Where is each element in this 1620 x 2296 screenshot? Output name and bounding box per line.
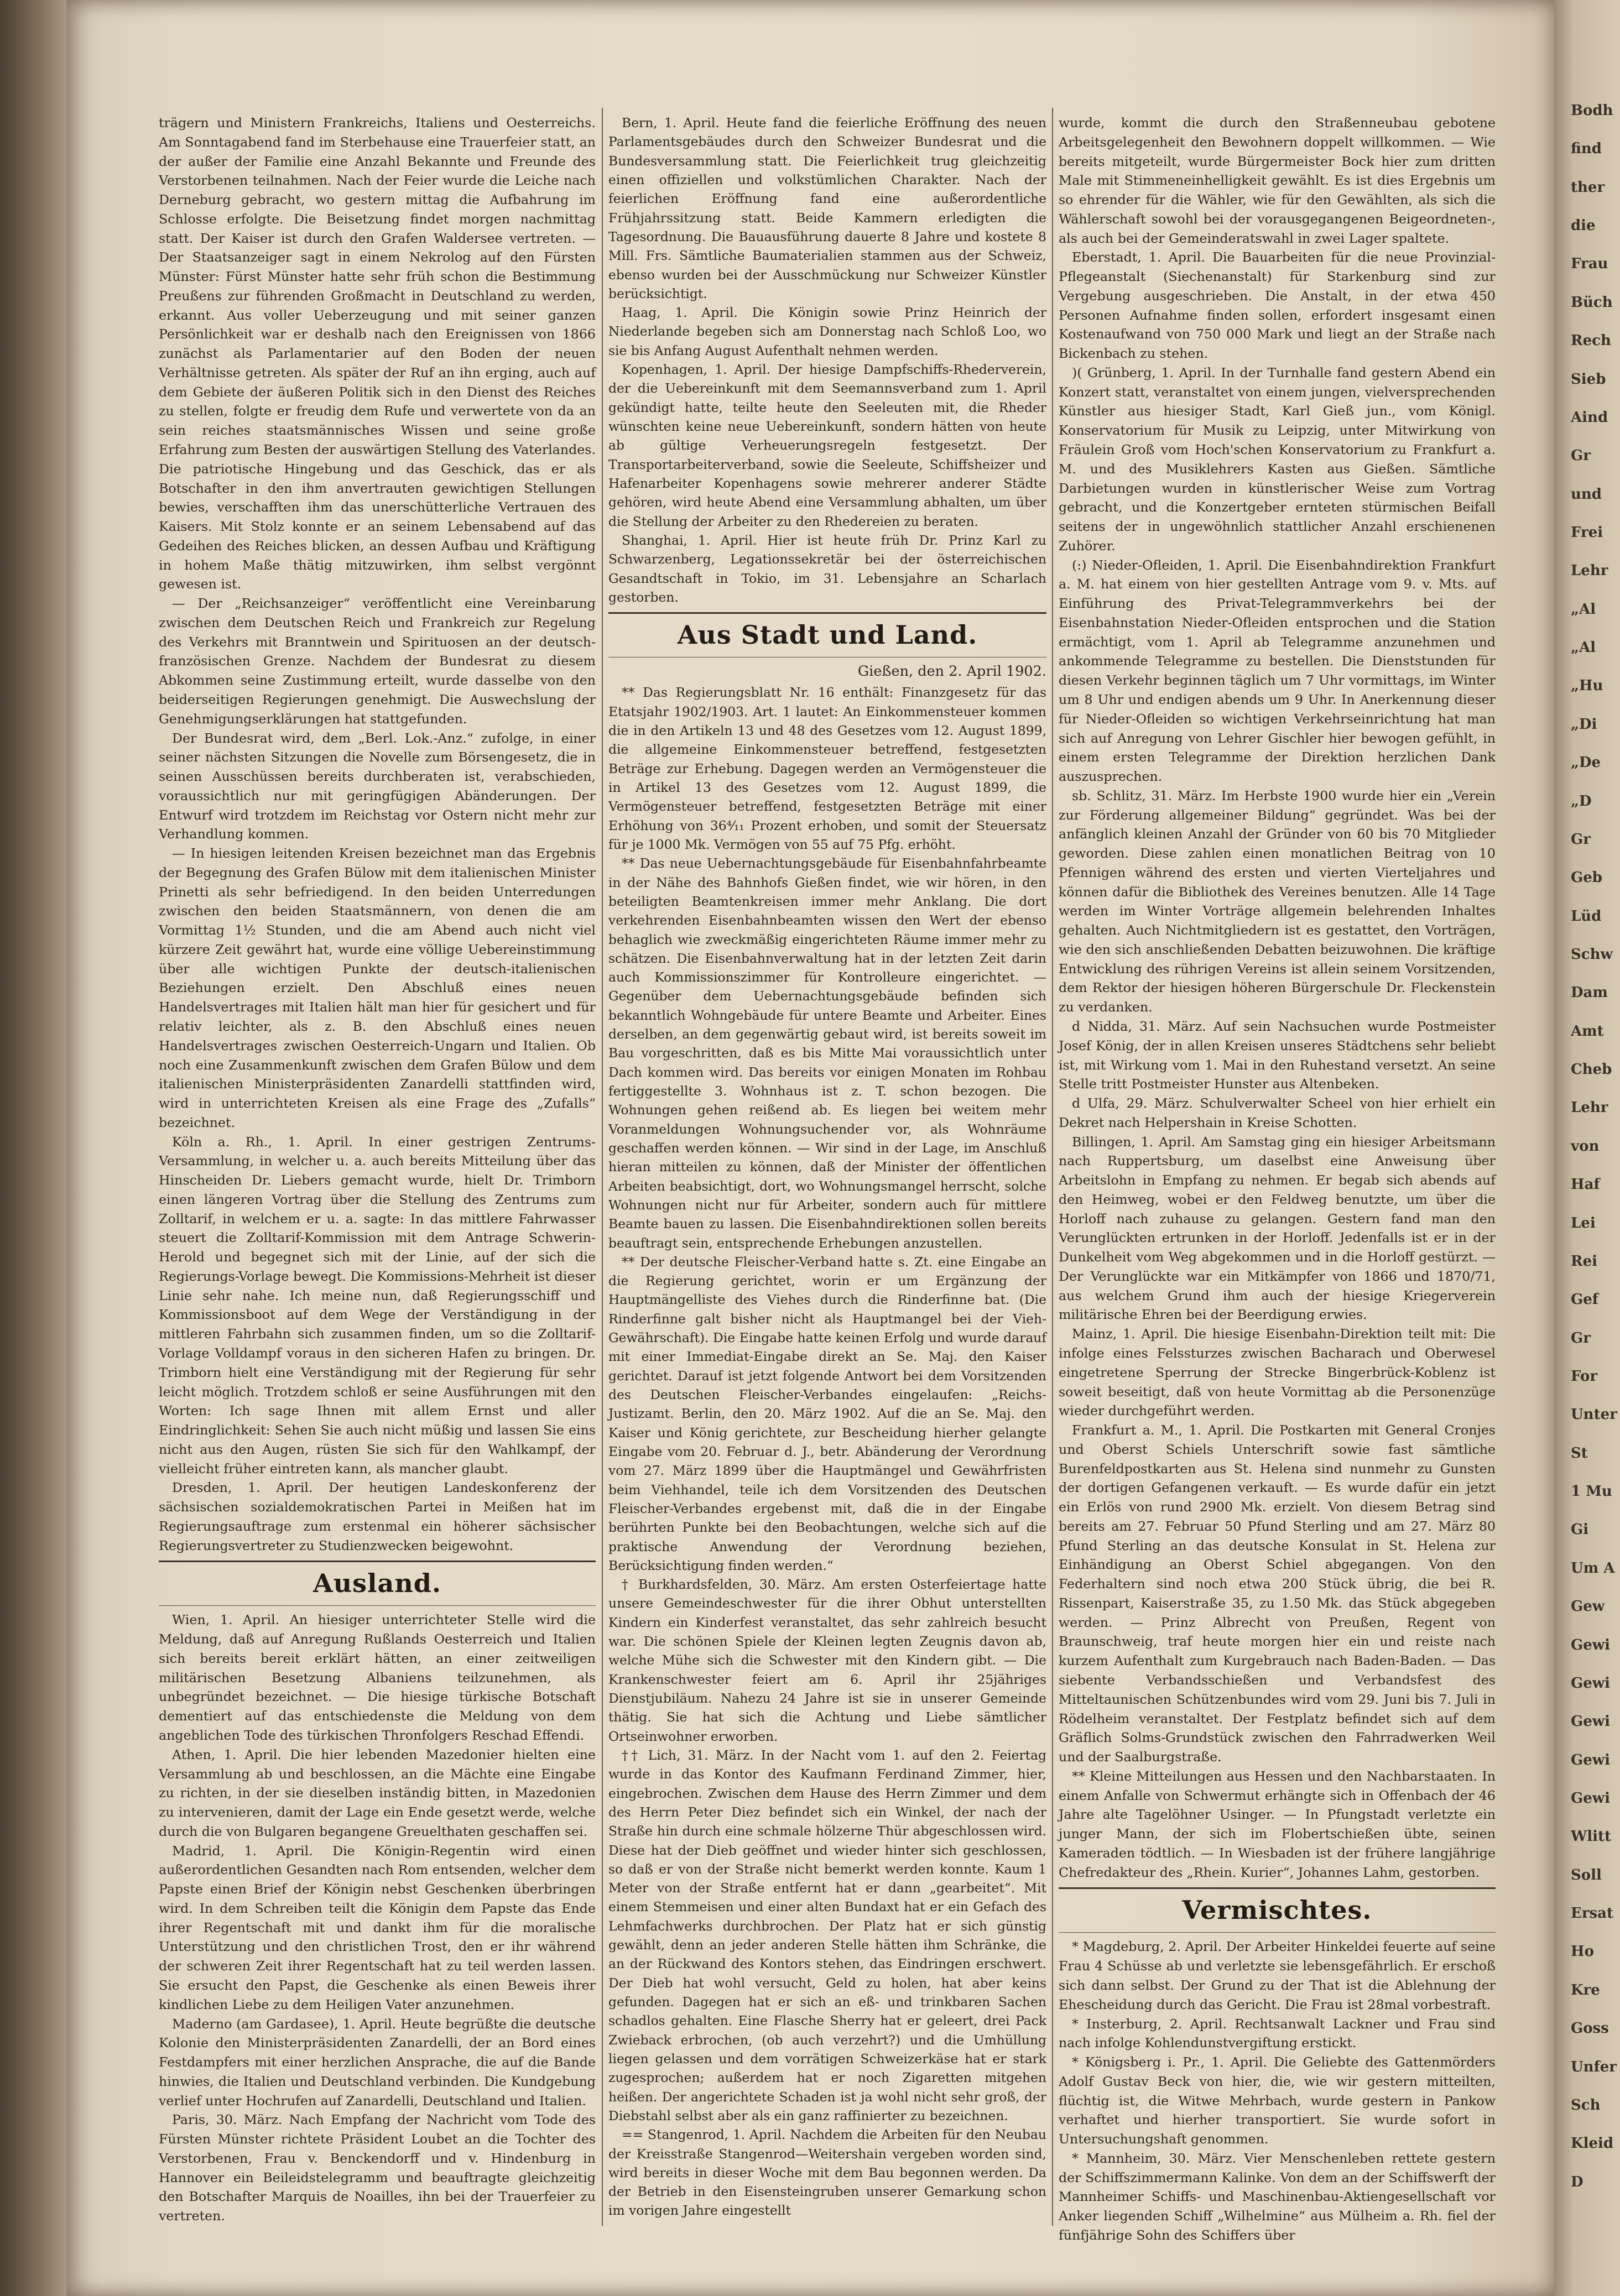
adjacent-page-word: Lehr xyxy=(1571,1099,1608,1116)
adjacent-page-word: Geb xyxy=(1571,869,1602,886)
article-paragraph: Billingen, 1. April. Am Samstag ging ein hiesiger Arbeitsmann nach Ruppertsburg, um daselbst eine Anweisung über Arbeitslohn in Empfang zu nehmen. Er begab sich abends auf den Heimweg, wobei er den Feldweg benutzte, um über die Horloff nach zuhause zu gelangen. Gestern fand man den Verunglückten ertrunken in der Horloff. Jedenfalls ist er in der Dunkelheit vom Weg abgekommen und in die Horloff gestürzt. — Der Verunglückte war ein Mitkämpfer von 1866 und 1870/71, aus welchem Grund ihm auch der hiesige Kriegerverein militärische Ehren bei der Beerdigung erwies. xyxy=(1059,1134,1496,1323)
adjacent-page-word: Frau xyxy=(1571,255,1608,273)
adjacent-page-word: Gewi xyxy=(1571,1674,1611,1692)
adjacent-page-word: Lehr xyxy=(1571,562,1608,580)
adjacent-page-word: „Di xyxy=(1571,716,1597,733)
article-paragraph: Maderno (am Gardasee), 1. April. Heute begrüßte die deutsche Kolonie den Ministerpräsidenten Zanardelli, der an Bord eines Festdampfers mit einer herzlichen Ansprache, die auf die Bande hinwies, die Italien und Deutschland verbinden. Die Kundgebung verlief unter Hochrufen auf Zanardelli, Deutschland und Italien. xyxy=(159,2016,596,2109)
book-binding xyxy=(0,0,66,2296)
adjacent-page-word: Gef xyxy=(1571,1291,1598,1308)
article-paragraph: (:) Nieder-Ofleiden, 1. April. Die Eisenbahndirektion Frankfurt a. M. hat einem von hier gestellten Antrage vom 9. v. Mts. auf Einführung des Privat-Telegrammverkehrs bei der Eisenbahnstation Nieder-Ofleiden entsprochen und die Station ermächtigt, vom 1. April ab Telegramme anzunehmen und ankommende Telegramme zu bestellen. Die Dienststunden für diesen Verkehr beginnen täglich um 7 Uhr vormittags, im Winter um 8 Uhr und endigen abends um 9 Uhr. In Anerkennung dieser für Nieder-Ofleiden so wichtigen Verkehrseinrichtung hat man sich auf Anregung von Lehrer Gischler hier bewogen gefühlt, in einem ersten Telegramme der Direktion herzlichen Dank auszusprechen. xyxy=(1059,557,1496,785)
section-divider xyxy=(1059,1887,1496,1889)
adjacent-page-word: For xyxy=(1571,1368,1598,1385)
adjacent-page-word: von xyxy=(1571,1137,1600,1155)
column-rule xyxy=(602,108,603,2226)
article-paragraph: d Nidda, 31. März. Auf sein Nachsuchen wurde Postmeister Josef König, der in allen Kreisen unseres Städtchens sehr beliebt ist, mit Wirkung vom 1. Mai in den Ruhestand versetzt. An seine Stelle tritt Postmeister Hunster aus Altenbeken. xyxy=(1059,1018,1496,1092)
adjacent-page-word: Gewi xyxy=(1571,1790,1611,1807)
section-heading-stadt-und-land: Aus Stadt und Land. xyxy=(677,620,978,650)
adjacent-page-word: Ho xyxy=(1571,1943,1594,1960)
adjacent-page-word: Um A xyxy=(1571,1559,1615,1577)
adjacent-page-word: Gr xyxy=(1571,447,1591,465)
adjacent-page-word: Sch xyxy=(1571,2096,1601,2114)
article-paragraph: Eberstadt, 1. April. Die Bauarbeiten für die neue Provinzial-Pflegeanstalt (Siechenanstalt) für Starkenburg sind zur Vergebung ausgeschrieben. Die Anstalt, in der etwa 450 Personen Aufnahme finden sollen, erfordert insgesamt einen Kostenaufwand von 750 000 Mark und liegt an der Straße nach Bickenbach zu stehen. xyxy=(1059,249,1496,362)
adjacent-page-word: und xyxy=(1571,486,1602,503)
adjacent-page-word: Gi xyxy=(1571,1521,1589,1538)
adjacent-page-word: Gew xyxy=(1571,1598,1605,1615)
article-paragraph: — Der „Reichsanzeiger“ veröffentlicht eine Vereinbarung zwischen dem Deutschen Reich und Frankreich zur Regelung des Verkehrs mit Branntwein und Spirituosen an der deutsch-französischen Grenze. Nachdem der Bundesrat zu diesem Abkommen seine Zustimmung erteilt, wurde dasselbe von den beiderseitigen Regierungen genehmigt. Die Auswechslung der Genehmigungserklärungen hat stattgefunden. xyxy=(159,596,596,727)
article-paragraph: * Insterburg, 2. April. Rechtsanwalt Lackner und Frau sind nach infolge Kohlendunstvergiftung erstickt. xyxy=(1059,2016,1496,2051)
section-divider xyxy=(608,657,1046,658)
article-paragraph: * Königsberg i. Pr., 1. April. Die Geliebte des Gattenmörders Adolf Gustav Beck von hier, die, wie wir gestern mitteilten, flüchtig ist, die Witwe Mehrbach, wurde gestern in Pankow verhaftet und hierher transportiert. Sie wurde sofort in Untersuchungshaft genommen. xyxy=(1059,2054,1496,2147)
adjacent-page-word: „Al xyxy=(1571,639,1596,656)
adjacent-page-word: Cheb xyxy=(1571,1061,1612,1078)
article-paragraph: sb. Schlitz, 31. März. Im Herbste 1900 wurde hier ein „Verein zur Förderung allgemeiner Bildung“ gegründet. Was bei der anfänglich kleinen Anzahl der Gründer von 60 bis 70 Mitglieder geworden. Diese zahlen einen monatlichen Beitrag von 10 Pfennigen während des ersten und vierten Vierteljahres und können dafür die Bibliothek des Vereines benutzen. Alle 14 Tage werden im Winter Vorträge allgemein belehrenden Inhaltes gehalten. Auch Nichtmitgliedern ist es gestattet, den Vorträgen, wie den sich anschließenden Debatten beizuwohnen. Die kräftige Entwicklung des rührigen Vereins ist allein seinem Vorsitzenden, dem Rektor der hiesigen höheren Bürgerschule Dr. Fleckenstein zu verdanken. xyxy=(1059,787,1496,1015)
adjacent-page-word: die xyxy=(1571,217,1596,234)
adjacent-page-word: Schw xyxy=(1571,946,1613,963)
adjacent-page-word: Gewi xyxy=(1571,1713,1611,1730)
column-rule xyxy=(1052,108,1053,2226)
article-paragraph: ** Das Regierungsblatt Nr. 16 enthält: Finanzgesetz für das Etatsjahr 1902/1903. Art. 1 lautet: An Einkommensteuer kommen die in den Artikeln 13 und 48 des Gesetzes vom 12. August 1899, die allgemeine Einkommensteuer betreffend, festgesetzten Beträge zur Erhebung. Dagegen werden an Vermögensteuer die in Artikel 13 des Gesetzes vom 12. August 1899, die Vermögensteuer betreffend, festgesetzten Beträge mit einer Erhöhung von 36⁴⁄₁₁ Prozent erhoben, und somit der Steuersatz für je 1000 Mk. Vermögen von 55 auf 75 Pfg. erhöht. xyxy=(608,685,1046,852)
adjacent-page-word: Lei xyxy=(1571,1214,1596,1232)
adjacent-page-word: Unter xyxy=(1571,1406,1617,1423)
article-paragraph: * Magdeburg, 2. April. Der Arbeiter Hinkeldei feuerte auf seine Frau 4 Schüsse ab und verletzte sie lebensgefährlich. Er erschoß sich dann selbst. Der Grund zu der That ist die Ablehnung der Ehescheidung durch das Gericht. Die Frau ist 28mal vorbestraft. xyxy=(1059,1939,1496,2012)
article-paragraph: † Burkhardsfelden, 30. März. Am ersten Osterfeiertage hatte unsere Gemeindeschwester für die ihrer Obhut unterstellten Kindern ein Kinderfest veranstaltet, das sehr zahlreich besucht war. Die schönen Spiele der Kleinen legten Zeugnis davon ab, welche Mühe sich die Schwester mit den Kindern gibt. — Die Krankenschwester feiert am 6. April ihr 25jähriges Dienstjubiläum. Nahezu 24 Jahre ist sie in unserer Gemeinde thätig. Sie hat sich die Achtung und Liebe sämtlicher Ortseinwohner erworben. xyxy=(608,1577,1046,1744)
dateline: Gießen, den 2. April 1902. xyxy=(857,663,1046,680)
article-paragraph: )( Grünberg, 1. April. In der Turnhalle fand gestern Abend ein Konzert statt, veranstaltet von einem jungen, vielversprechenden Künstler aus hiesiger Stadt, Karl Gieß jun., vom Königl. Konservatorium für Musik zu Leipzig, unter Mitwirkung von Fräulein Groß vom Hoch'schen Konservatorium zu Frankfurt a. M. und des Musiklehrers Kasten aus Gießen. Sämtliche Darbietungen wurden in künstlerischer Weise zum Vortrag gebracht, und die Konzertgeber ernteten stürmischen Beifall seitens der in ungewöhnlich stattlicher Anzahl erschienenen Zuhörer. xyxy=(1059,364,1496,554)
section-divider xyxy=(1059,1932,1496,1933)
article-paragraph: * Mannheim, 30. März. Vier Menschenleben rettete gestern der Schiffszimmermann Kalinke. Von dem an der Schiffswerft der Mannheimer Schiffs- und Maschinenbau-Aktiengesellschaft vor Anker liegenden Schiff „Wilhelmine“ aus Mülheim a. Rh. fiel der fünfjährige Sohn des Schiffers über xyxy=(1059,2150,1496,2243)
article-paragraph: Dresden, 1. April. Der heutigen Landeskonferenz der sächsischen sozialdemokratischen Partei in Meißen hat im Regierungsauftrage zum erstenmal ein höherer sächsischer Regierungsvertreter zu Studienzwecken beigewohnt. xyxy=(159,1480,596,1553)
adjacent-page-word: Sieb xyxy=(1571,371,1606,388)
article-paragraph: Köln a. Rh., 1. April. In einer gestrigen Zentrums-Versammlung, in welcher u. a. auch bereits Mitteilung über das Hinscheiden Dr. Liebers gemacht wurde, hielt Dr. Trimborn einen längeren Vortrag über die Stellung des Zentrums zum Zolltarif, in welchem er u. a. sagte: In das mittlere Fahrwasser steuert die Zolltarif-Kommission mit dem Antrage Schwerin-Herold und begegnet sich mit der Linie, auf der sich die Regierungs-Vorlage bewegt. Die Kommissions-Mehrheit ist dieser Linie sehr nahe. Ich meine nun, daß Regierungsschiff und Kommissionsboot auf dem Wege der Verständigung in der mittleren Fahrbahn sich zusammen finden, um so die Zolltarif-Vorlage Volldampf voraus in den sicheren Hafen zu bringen. Dr. Trimborn hielt eine Verständigung mit der Regierung für sehr leicht möglich. Trotzdem schloß er seine Ausführungen mit den Worten: Ich sage Ihnen mit allem Ernst und aller Eindringlichkeit: Sehen Sie auch nicht müßig und lassen Sie eins nicht aus den Augen, rüsten Sie sich für den Wahlkampf, der vielleicht früher eintreten kann, als mancher glaubt. xyxy=(159,1134,596,1476)
section-heading-vermischtes: Vermischtes. xyxy=(1182,1895,1372,1925)
article-paragraph: Wien, 1. April. An hiesiger unterrichteter Stelle wird die Meldung, daß auf Anregung Rußlands Oesterreich und Italien sich bereits bereit erklärt hätten, an einer zeitweiligen militärischen Besetzung Albaniens teilzunehmen, als unbegründet bezeichnet. — Die hiesige türkische Botschaft dementiert auf das entschiedenste die Meldung von dem angeblichen Tode des türkischen Thronfolgers Reschad Effendi. xyxy=(159,1612,596,1744)
adjacent-page-word: „Hu xyxy=(1571,677,1603,695)
article-paragraph: Madrid, 1. April. Die Königin-Regentin wird einen außerordentlichen Gesandten nach Rom entsenden, welcher dem Papste einen Brief der Königin nebst Geschenken überbringen wird. In dem Schreiben teilt die Königin dem Papste das Ende ihrer Regentschaft mit und dankt ihm für die moralische Unterstützung und den christlichen Trost, den er ihr während der schweren Zeit ihrer Regentschaft hat zu teil werden lassen. Sie ersucht den Papst, die Geschenke als einen Beweis ihrer kindlichen Liebe zu dem Heiligen Vater anzunehmen. xyxy=(159,1843,596,2012)
article-paragraph: Athen, 1. April. Die hier lebenden Mazedonier hielten eine Versammlung ab und beschlossen, an die Mächte eine Eingabe zu richten, in der sie dieselben inständig bitten, in Mazedonien zu intervenieren, damit der Lage ein Ende gesetzt werde, welche durch die von Bulgaren begangene Greuelthaten geschaffen sei. xyxy=(159,1746,596,1839)
section-divider xyxy=(159,1561,596,1562)
article-paragraph: Mainz, 1. April. Die hiesige Eisenbahn-Direktion teilt mit: Die infolge eines Felssturzes zwischen Bacharach und Oberwesel eingetretene Sperrung der Strecke Bingerbrück-Koblenz ist soweit beseitigt, daß von heute Vormittag ab die Personenzüge wieder durchgeführt werden. xyxy=(1059,1326,1496,1419)
adjacent-page-word: 1 Mu xyxy=(1571,1483,1612,1500)
article-paragraph: Frankfurt a. M., 1. April. Die Postkarten mit General Cronjes und Oberst Schiels Unterschrift sowie fast sämtliche Burenfeldpostkarten aus St. Helena sind nunmehr zu Gunsten der dortigen Gefangenen verkauft. — Es wurde dafür ein jetzt ein Erlös von rund 2900 Mk. erzielt. Von diesem Betrag sind bereits am 27. Februar 50 Pfund Sterling und am 27. März 80 Pfund Sterling an das deutsche Konsulat in St. Helena zur Einhändigung an Oberst Schiel abgegangen. Von den Federhaltern sind noch etwa 200 Stück übrig, die bei R. Rissenpart, Kaiserstraße 35, zu 1.50 Mk. das Stück abgegeben werden. — Prinz Albrecht von Preußen, Regent von Braunschweig, traf heute morgen hier ein und reiste nach kurzem Aufenthalt zum Kurgebrauch nach Baden-Baden. — Das siebente Verbandsschießen und Verbandsfest des Mitteltaunischen Schützenbundes wird vom 29. Juni bis 7. Juli in Rödelheim veranstaltet. Der Festplatz befindet sich auf dem Gräflich Solms-Grundstück zwischen den Fahrradwerken Weil und der Saalburgstraße. xyxy=(1059,1422,1496,1765)
article-paragraph: ** Das neue Uebernachtungsgebäude für Eisenbahnfahrbeamte in der Nähe des Bahnhofs Gießen findet, wie wir hören, in den beteiligten Beamtenkreisen immer mehr Anklang. Die dort verkehrenden Eisenbahnbeamten wissen den Wert der ebenso behaglich wie zweckmäßig eingerichteten Räume immer mehr zu schätzen. Die Eisenbahnverwaltung hat in der letzten Zeit darin auch Kommissionszimmer für Kontrolleure eingerichtet. — Gegenüber dem Uebernachtungsgebäude befinden sich bekanntlich Wohngebäude für untere Beamte und Arbeiter. Eines derselben, an dem gegenwärtig gebaut wird, ist bereits soweit im Bau vorgeschritten, daß es bis Mitte Mai voraussichtlich unter Dach kommen wird. Das bereits vor einigen Monaten im Rohbau fertiggestellte 3. Wohnhaus ist z. T. schon bezogen. Die Wohnungen gehen reißend ab. Es liegen bei weitem mehr Voranmeldungen Wohnungsuchender vor, als Wohnräume geschaffen werden können. — Wir sind in der Lage, im Anschluß hieran mitteilen zu können, daß der Minister der öffentlichen Arbeiten beabsichtigt, dort, wo Wohnungsmangel herrscht, solche Wohnungen nicht nur für Arbeiter, sondern auch für mittlere Beamte bauen zu lassen. Die Eisenbahndirektionen sollen bereits beauftragt sein, entsprechende Erhebungen anzustellen. xyxy=(608,855,1046,1251)
adjacent-page-word: Wlitt xyxy=(1571,1828,1611,1845)
article-paragraph: Kopenhagen, 1. April. Der hiesige Dampfschiffs-Rhederverein, der die Uebereinkunft mit dem Seemannsverband zum 1. April gekündigt hatte, teilte heute den Seeleuten mit, die Rheder wünschten keine neue Uebereinkunft, sondern hätten von heute ab gültige Verheuerungsregeln festgesetzt. Der Transportarbeiterverband, sowie die Seeleute, Schiffsheizer und Hafenarbeiter Kopenhagens sowie mehrerer anderer Städte gehören, wird heute Abend eine Versammlung abhalten, um über die Stellung der Arbeiter zu den Rhedereien zu beraten. xyxy=(608,362,1046,529)
article-paragraph: †† Lich, 31. März. In der Nacht vom 1. auf den 2. Feiertag wurde in das Kontor des Kaufmann Ferdinand Zimmer, hier, eingebrochen. Zwischen dem Hause des Herrn Zimmer und dem des Herrn Peter Diez befindet sich ein Winkel, der nach der Straße hin durch eine schmale hölzerne Thür abgeschlossen wird. Diese hat der Dieb geöffnet und wieder hinter sich geschlossen, so daß er von der Straße nicht bemerkt werden konnte. Kaum 1 Meter von der Straße entfernt hat er dann „gearbeitet“. Mit einem Stemmeisen und einer alten Bundaxt hat er ein Gefach des Lehmfachwerks durchbrochen. Der Platz hat er sich günstig gewählt, denn an jeder anderen Stelle hätten ihm Schränke, die an der Rückwand des Kontors stehen, das Eindringen erschwert. Der Dieb hat wohl versucht, Geld zu holen, hat aber keins gefunden. Dagegen hat er sich an eß- und trinkbaren Sachen schadlos gehalten. Eine Flasche Sherry hat er geleert, drei Pack Zwieback erbrochen, (ob auch verzehrt?) und die Umhüllung liegen gelassen und dem vorrätigen Schweizerkäse hat er stark zugesprochen; außerdem hat er noch Zigaretten mitgehen heißen. Der angerichtete Schaden ist ja wohl nicht sehr groß, der Diebstahl selbst aber als ein ganz raffinierter zu bezeichnen. xyxy=(608,1747,1046,2123)
adjacent-page-word: Gr xyxy=(1571,831,1591,848)
adjacent-page-word: St xyxy=(1571,1444,1588,1462)
adjacent-page-word: „De xyxy=(1571,754,1601,771)
article-paragraph: Paris, 30. März. Nach Empfang der Nachricht vom Tode des Fürsten Münster richtete Präsident Loubet an die Tochter des Verstorbenen, Frau v. Benckendorff und v. Hindenburg in Hannover ein Beileidstelegramm und beauftragte gleichzeitig den Botschafter Marquis de Noailles, ihn bei der Trauerfeier zu vertreten. xyxy=(159,2112,596,2224)
column-2 xyxy=(608,113,1046,2220)
column-1 xyxy=(159,113,596,2226)
adjacent-page-word: Goss xyxy=(1571,2020,1609,2037)
adjacent-page-word: Haf xyxy=(1571,1176,1600,1193)
adjacent-page-word: ther xyxy=(1571,179,1605,196)
adjacent-page-word: Kleid xyxy=(1571,2135,1614,2152)
adjacent-page-word: Gewi xyxy=(1571,1751,1611,1768)
adjacent-page-word: „D xyxy=(1571,792,1592,810)
article-paragraph: Shanghai, 1. April. Hier ist heute früh Dr. Prinz Karl zu Schwarzenberg, Legationssekretär bei der österreichischen Gesandtschaft in Tokio, im 31. Lebensjahre an Scharlach gestorben. xyxy=(608,532,1046,605)
adjacent-page-word: Amt xyxy=(1571,1022,1604,1040)
article-paragraph: Haag, 1. April. Die Königin sowie Prinz Heinrich der Niederlande begeben sich am Donnerstag nach Schloß Loo, wo sie bis Anfang August Aufenthalt nehmen werden. xyxy=(608,305,1046,358)
article-paragraph: ** Kleine Mitteilungen aus Hessen und den Nachbarstaaten. In einem Anfalle von Schwermut erhängte sich in Offenbach der 46 Jahre alte Tagelöhner Usinger. — In Pfungstadt verletzte ein junger Mann, der sich im Flobertschießen übte, seinen Kameraden tödtlich. — In Wiesbaden ist der frühere langjährige Chefredakteur des „Rhein. Kurier“, Johannes Lahm, gestorben. xyxy=(1059,1768,1496,1880)
adjacent-page-word: Soll xyxy=(1571,1866,1602,1883)
article-paragraph: d Ulfa, 29. März. Schulverwalter Scheel von hier erhielt ein Dekret nach Helpershain in Kreise Schotten. xyxy=(1059,1095,1496,1130)
adjacent-page-word: find xyxy=(1571,140,1602,158)
adjacent-page-word: Rech xyxy=(1571,332,1611,349)
article-paragraph: — In hiesigen leitenden Kreisen bezeichnet man das Ergebnis der Begegnung des Grafen Bülow mit dem italienischen Minister Prinetti als sehr befriedigend. In den beiden Unterredungen zwischen den beiden Staatsmännern, von denen die am Vormittag 1½ Stunden, und die am Abend auch nicht viel kürzere Zeit gewährt hat, wurde eine völlige Uebereinstimmung über alle wichtigen Punkte der deutsch-italienischen Beziehungen erzielt. Den Abschluß eines neuen Handelsvertrages mit Italien hält man hier für gesichert und für relativ leichter, als z. B. den Abschluß eines neuen Handelsvertrages zwischen Oesterreich-Ungarn und Italien. Ob noch eine Zusammenkunft zwischen dem Grafen Bülow und dem italienischen Ministerpräsidenten Zanardelli stattfinden wird, wird in unterrichteten Kreisen als eine Frage des „Zufalls“ bezeichnet. xyxy=(159,846,596,1130)
adjacent-page-word: Bodh xyxy=(1571,102,1613,119)
adjacent-page-word: Dam xyxy=(1571,984,1608,1001)
article-paragraph: Der Bundesrat wird, dem „Berl. Lok.-Anz.“ zufolge, in einer seiner nächsten Sitzungen die Novelle zum Börsengesetz, die in seinen Ausschüssen bereits durchberaten ist, verabschieden, voraussichtlich nur mit geringfügigen Abänderungen. Der Entwurf wird trotzdem im Reichstag vor Ostern nicht mehr zur Verhandlung kommen. xyxy=(159,730,596,842)
article-paragraph: == Stangenrod, 1. April. Nachdem die Arbeiten für den Neubau der Kreisstraße Stangenrod—Weitershain vergeben worden sind, wird bereits in dieser Woche mit dem Bau begonnen werden. Da der Betrieb in den Eisensteingruben unserer Gemarkung schon im vorigen Jahre eingestellt xyxy=(608,2127,1046,2219)
adjacent-page-word: Ersat xyxy=(1571,1905,1614,1922)
column-3 xyxy=(1059,113,1496,2245)
adjacent-page-word: Unfer xyxy=(1571,2058,1617,2075)
adjacent-page-word: Gewi xyxy=(1571,1636,1611,1653)
adjacent-page-word: Büch xyxy=(1571,294,1613,311)
adjacent-page-word: „Al xyxy=(1571,601,1596,618)
article-paragraph: ** Der deutsche Fleischer-Verband hatte s. Zt. eine Eingabe an die Regierung gerichtet, worin er um Ergänzung der Hauptmängelliste des Viehes durch die Rinderfinne bat. (Die Rinderfinne galt bisher nicht als Hauptmangel bei der Vieh-Gewährschaft). Die Eingabe hatte keinen Erfolg und wurde darauf mit einer Immediat-Eingabe direkt an Se. Maj. den Kaiser gerichtet. Darauf ist jetzt folgende Antwort bei dem Vorsitzenden des Deutschen Fleischer-Verbandes eingelaufen: „Reichs-Justizamt. Berlin, den 20. März 1902. Auf die an Se. Maj. den Kaiser und König gerichtete, zur Bescheidung hierher gelangte Eingabe vom 20. Februar d. J., betr. Abänderung der Verordnung vom 27. März 1899 über die Hauptmängel und Gewährfristen beim Viehhandel, teile ich dem Vorsitzenden des Deutschen Fleischer-Verbandes ergebenst mit, daß die in der Eingabe berührten Punkte bei den Beobachtungen, welche sich auf die praktische Anwendung der Verordnung beziehen, Berücksichtigung finden werden.“ xyxy=(608,1254,1046,1573)
adjacent-page-word: D xyxy=(1571,2173,1583,2190)
section-divider xyxy=(608,612,1046,614)
section-divider xyxy=(159,1605,596,1606)
section-heading-ausland: Ausland. xyxy=(313,1568,441,1599)
article-paragraph: wurde, kommt die durch den Straßenneubau gebotene Arbeitsgelegenheit den Bewohnern doppelt willkommen. — Wie bereits mitgeteilt, wurde Bürgermeister Bock hier zum dritten Male mit Stimmeneinhelligkeit gewählt. Es ist dies Ergebnis um so ehrender für die Wähler, wie für den Gewählten, als sich die Wählerschaft sowohl bei der vorausgegangenen Beigeordneten-, als auch bei der Gemeinderatswahl in zwei Lager spaltete. xyxy=(1059,115,1496,246)
adjacent-page-word: Gr xyxy=(1571,1329,1591,1347)
adjacent-page-word: Lüd xyxy=(1571,907,1602,925)
article-paragraph: trägern und Ministern Frankreichs, Italiens und Oesterreichs. Am Sonntagabend fand im Sterbehause eine Trauerfeier statt, an der außer der Familie eine Anzahl Bekannte und Freunde des Verstorbenen teilnahmen. Nach der Feier wurde die Leiche nach Derneburg gebracht, wo gestern mittag die Aufbahrung im Schlosse erfolgte. Die Beisetzung findet morgen nachmittag statt. Der Kaiser ist durch den Grafen Waldersee vertreten. — Der Staatsanzeiger sagt in einem Nekrolog auf den Fürsten Münster: Fürst Münster hatte sehr früh schon die Bestimmung Preußens zur führenden Großmacht in Deutschland zu werden, erkannt. Aus voller Ueberzeugung und mit seiner ganzen Persönlichkeit war er deshalb nach den Ereignissen von 1866 zunächst als Parlamentarier auf den Boden der neuen Verhältnisse getreten. Als später der Ruf an ihn erging, auch auf dem Gebiete der äußeren Politik sich in den Dienst des Reiches zu stellen, folgte er freudig dem Rufe und verwertete von da an sein reiches staatsmännisches Wissen und seine große Erfahrung zum Besten der auswärtigen Stellung des Vaterlandes. Die patriotische Hingebung und das Geschick, das er als Botschafter in den ihm anvertrauten gewichtigen Stellungen bewies, verschafften ihm das unerschütterliche Vertrauen des Kaisers. Mit Stolz konnte er an seinem Lebensabend auf das Gedeihen des Reiches blicken, an dessen Aufbau und Kräftigung in hohem Maße thätig mitzuwirken, ihm selbst vergönnt gewesen ist. xyxy=(159,115,596,592)
article-paragraph: Bern, 1. April. Heute fand die feierliche Eröffnung des neuen Parlamentsgebäudes durch den Schweizer Bundesrat und die Bundesversammlung statt. Die Feierlichkeit trug gleichzeitig einen offiziellen und volkstümlichen Charakter. Nach der feierlichen Eröffnung fand eine außerordentliche Frühjahrssitzung statt. Beide Kammern erledigten die Tagesordnung. Die Bauausführung dauerte 8 Jahre und kostete 8 Mill. Frs. Sämtliche Baumaterialien stammen aus der Schweiz, ebenso wurden bei der Ausschmückung nur Schweizer Künstler berücksichtigt. xyxy=(608,115,1046,301)
adjacent-page-word: Rei xyxy=(1571,1253,1598,1270)
adjacent-page-word: Kre xyxy=(1571,1981,1600,1998)
adjacent-page-word: Frei xyxy=(1571,524,1603,541)
adjacent-page-word: Aind xyxy=(1571,409,1608,426)
